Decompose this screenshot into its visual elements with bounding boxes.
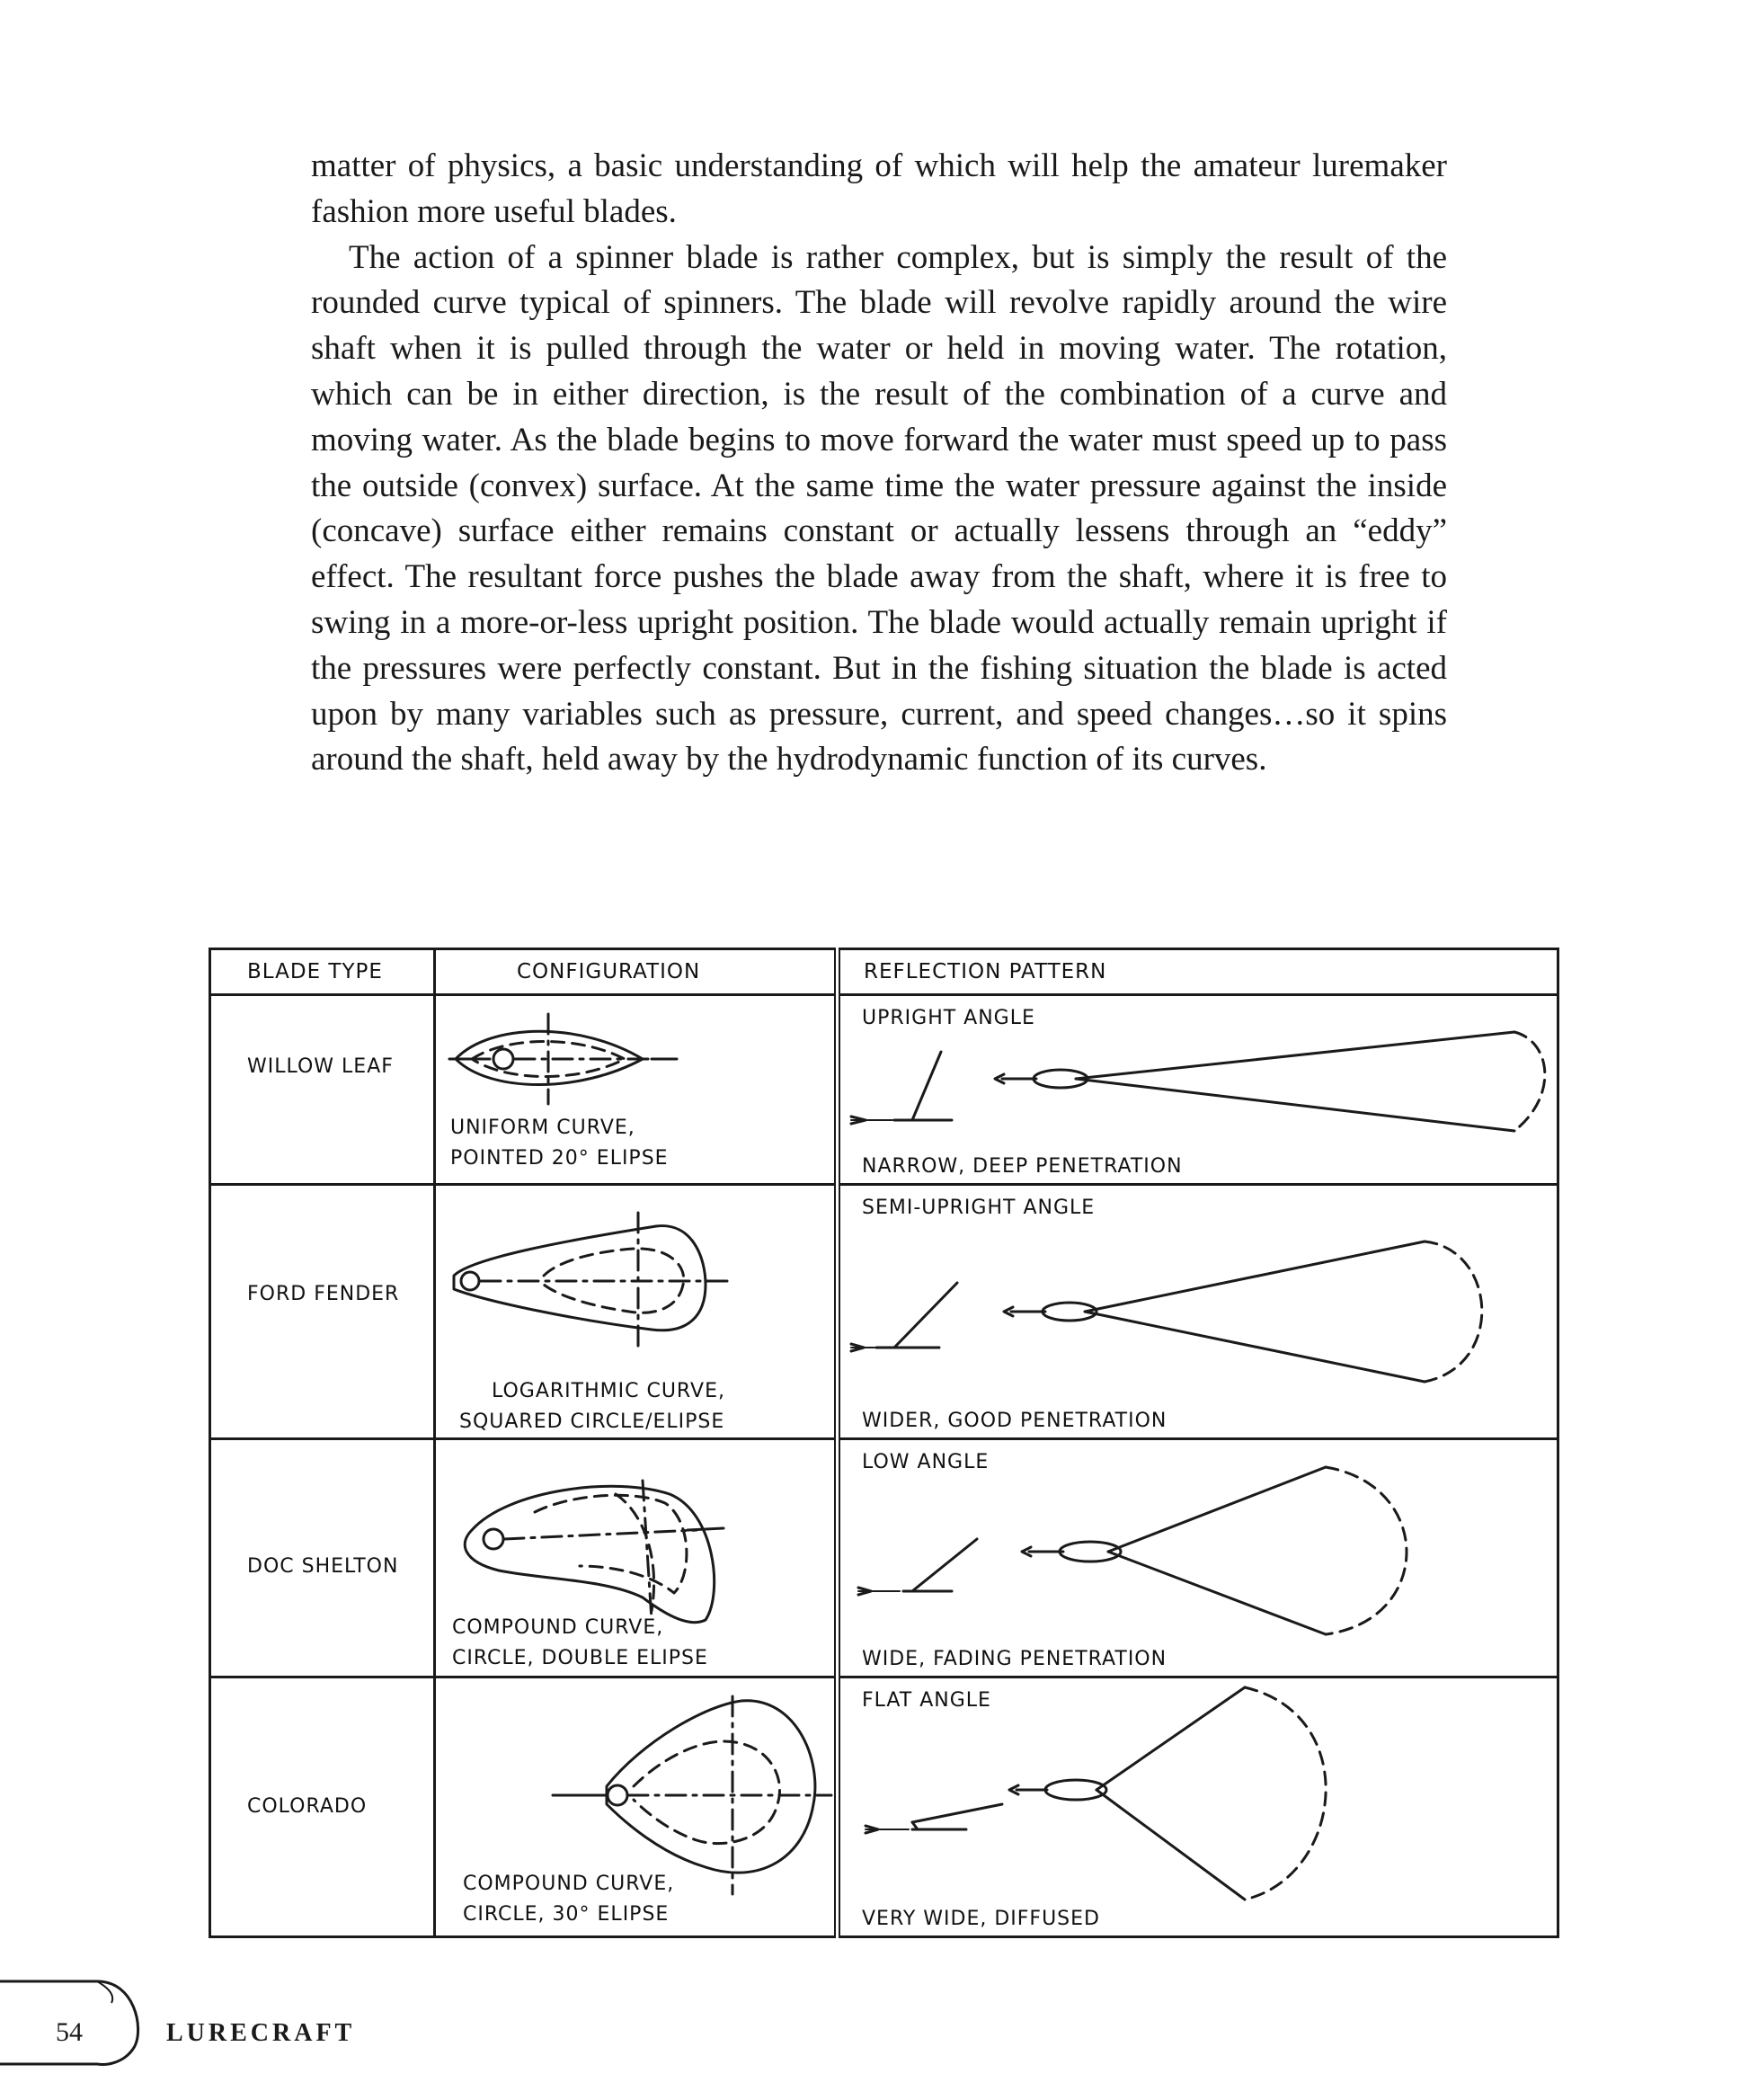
- table-row: [210, 1677, 1558, 1937]
- table-row: [210, 1185, 1558, 1439]
- low-angle-reflection-diagram: [840, 1440, 1559, 1678]
- angle-label: UPRIGHT ANGLE: [862, 1007, 1035, 1029]
- blade-type-label: FORD FENDER: [247, 1283, 400, 1305]
- config-caption-line: COMPOUND CURVE,: [452, 1616, 664, 1639]
- pattern-label: WIDE, FADING PENETRATION: [862, 1648, 1167, 1670]
- header-reflection-pattern: REFLECTION PATTERN: [838, 949, 1558, 995]
- config-caption-line: CIRCLE, 30° ELIPSE: [463, 1903, 670, 1926]
- header-blade-type: BLADE TYPE: [210, 949, 435, 995]
- semi-upright-reflection-diagram: [840, 1186, 1559, 1440]
- paragraph-2: The action of a spinner blade is rather complex, but is simply the result of the rounded curve typical of spinners. The blade will revolve rapidly around the wire shaft when it is pulled through the water or held in moving water. The rotation, which can be in either direction, is the result of the combination of a curve and moving water. As the blade begins to move forward the water must speed up to pass the outside (convex) surface. At the same time the water pressure against the inside (concave) surface either remains constant or actually lessens through an “eddy” effect. The resultant force pushes the blade away from the shaft, where it is free to swing in a more-or-less upright position. The blade would actually remain upright if the pressures were perfectly constant. But in the fishing situation the blade is acted upon by many variables such as pressure, current, and speed changes…so it spins around the shaft, held away by the hydrodynamic function of its curves.: [311, 238, 1447, 779]
- config-caption-line: LOGARITHMIC CURVE,: [492, 1380, 725, 1402]
- config-caption-line: SQUARED CIRCLE/ELIPSE: [459, 1410, 725, 1433]
- angle-label: SEMI-UPRIGHT ANGLE: [862, 1197, 1096, 1219]
- angle-label: LOW ANGLE: [862, 1451, 990, 1473]
- blade-type-label: WILLOW LEAF: [247, 1055, 394, 1078]
- angle-label: FLAT ANGLE: [862, 1689, 991, 1712]
- config-caption-line: UNIFORM CURVE,: [450, 1117, 635, 1139]
- flat-angle-reflection-diagram: [840, 1678, 1559, 1938]
- blade-table: [209, 948, 1557, 1933]
- running-head: LURECRAFT: [166, 2019, 356, 2047]
- blade-type-label: DOC SHELTON: [247, 1555, 399, 1578]
- pattern-label: VERY WIDE, DIFFUSED: [862, 1908, 1100, 1930]
- header-configuration: CONFIGURATION: [435, 949, 838, 995]
- blade-type-label: COLORADO: [247, 1795, 368, 1818]
- config-caption-line: CIRCLE, DOUBLE ELIPSE: [452, 1647, 708, 1669]
- body-text: [311, 144, 1447, 783]
- page-number: 54: [56, 2017, 83, 2047]
- config-caption-line: POINTED 20° ELIPSE: [450, 1147, 669, 1170]
- table-row: [210, 1439, 1558, 1677]
- table-row: [210, 995, 1558, 1185]
- pattern-label: WIDER, GOOD PENETRATION: [862, 1410, 1167, 1432]
- config-caption-line: COMPOUND CURVE,: [463, 1873, 675, 1895]
- paragraph-1: matter of physics, a basic understanding of which will help the amateur luremaker fashion more useful blades.: [311, 147, 1447, 230]
- pattern-label: NARROW, DEEP PENETRATION: [862, 1155, 1183, 1178]
